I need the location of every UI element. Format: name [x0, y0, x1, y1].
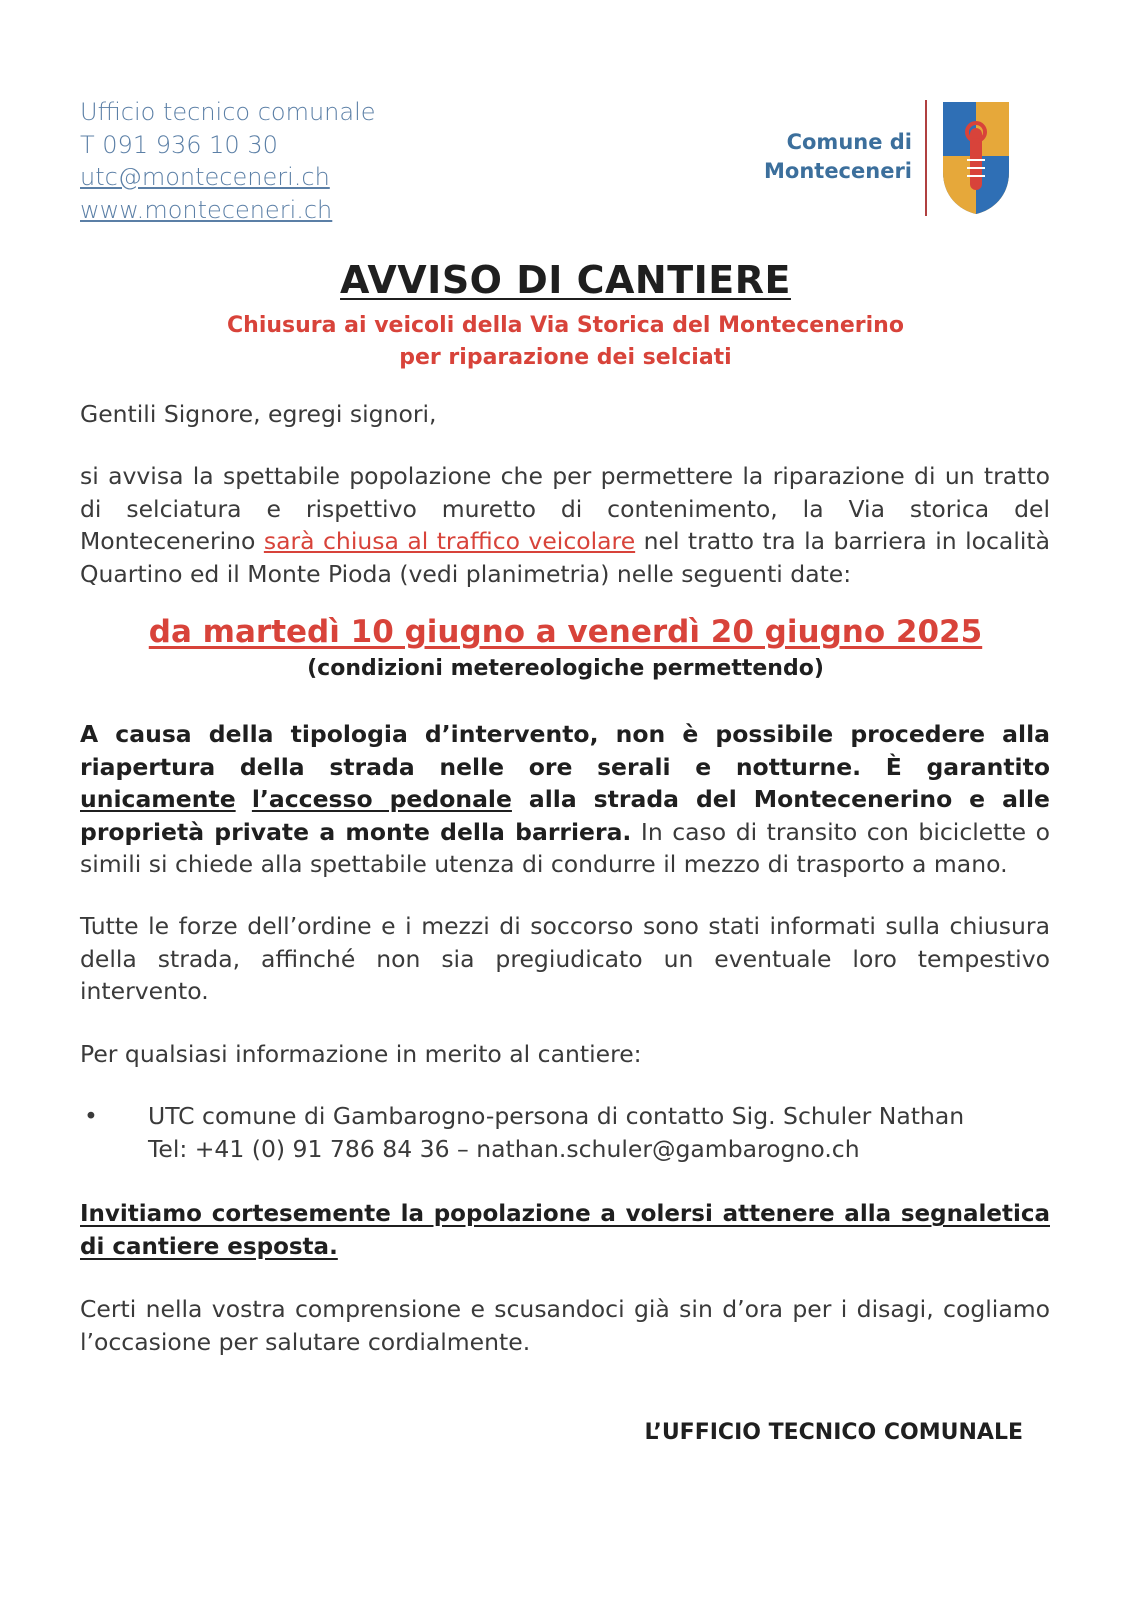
closing-paragraph: Certi nella vostra comprensione e scusandoci già sin d’ora per i disagi, cogliamo l’occasione per salutare cordialmente. — [80, 1295, 1050, 1356]
page-title: AVVISO DI CANTIERE — [340, 258, 791, 302]
notice-subtitle — [0, 310, 1131, 374]
municipality-brand — [700, 128, 912, 186]
brand-divider — [925, 100, 927, 216]
subtitle-line-2: per riparazione dei selciati — [399, 345, 732, 370]
office-website-link[interactable]: www.monteceneri.ch — [80, 195, 333, 224]
intro-paragraph: si avvisa la spettabile popolazione che per permettere la riparazione di un tratto di selciatura e rispettivo muretto di contenimento, la Via storica del Montecenerino sarà chiusa al traffico veicolare nel tratto tra la barriera in località Quartino ed il Monte Pioda (vedi planimetria) nelle seguenti date: — [80, 462, 1050, 588]
bullet-icon: • — [84, 1102, 98, 1130]
closure-dates: da martedì 10 giugno a venerdì 20 giugno 2025 — [148, 614, 983, 650]
emergency-paragraph: Tutte le forze dell’ordine e i mezzi di soccorso sono stati informati sulla chiusura della strada, affinché non sia pregiudicato un eventuale loro tempestivo intervento. — [80, 912, 1050, 1005]
office-phone: T 091 936 10 30 — [80, 130, 278, 159]
info-paragraph: Per qualsiasi informazione in merito al cantiere: — [80, 1040, 642, 1068]
contact-details: Tel: +41 (0) 91 786 84 36 – nathan.schuler@gambarogno.ch — [148, 1134, 860, 1163]
brand-line-2: Monteceneri — [764, 159, 912, 183]
coat-of-arms-icon — [941, 100, 1011, 216]
office-name: Ufficio tecnico comunale — [80, 98, 376, 126]
office-contact-block — [80, 96, 376, 226]
subtitle-line-1: Chiusura ai veicoli della Via Storica del Montecenerino — [227, 313, 904, 338]
weather-note: (condizioni metereologiche permettendo) — [307, 656, 824, 681]
greeting: Gentili Signore, egregi signori, — [80, 400, 437, 428]
office-email-link[interactable]: utc@monteceneri.ch — [80, 163, 330, 191]
access-paragraph: A causa della tipologia d’intervento, non è possibile procedere alla riapertura della strada nelle ore serali e notturne. È garantito unicamente l’accesso pedonale alla strada del Montecenerino e alle proprietà private a monte della barriera. In caso di transito con biciclette o simili si chiede alla spettabile utenza di condurre il mezzo di trasporto a mano. — [80, 720, 1051, 878]
brand-line-1: Comune di — [786, 130, 912, 154]
signage-request: Invitiamo cortesemente la popolazione a volersi attenere alla segnaletica di cantiere esposta. — [80, 1201, 1050, 1260]
contact-list-item — [80, 1100, 1050, 1165]
signature: L’UFFICIO TECNICO COMUNALE — [644, 1420, 1023, 1445]
pedestrian-access-highlight: l’accesso pedonale — [251, 785, 512, 813]
road-closed-highlight: sarà chiusa al traffico veicolare — [263, 527, 636, 555]
contact-person: UTC comune di Gambarogno-persona di contatto Sig. Schuler Nathan — [148, 1102, 965, 1130]
only-highlight: unicamente — [80, 785, 236, 813]
